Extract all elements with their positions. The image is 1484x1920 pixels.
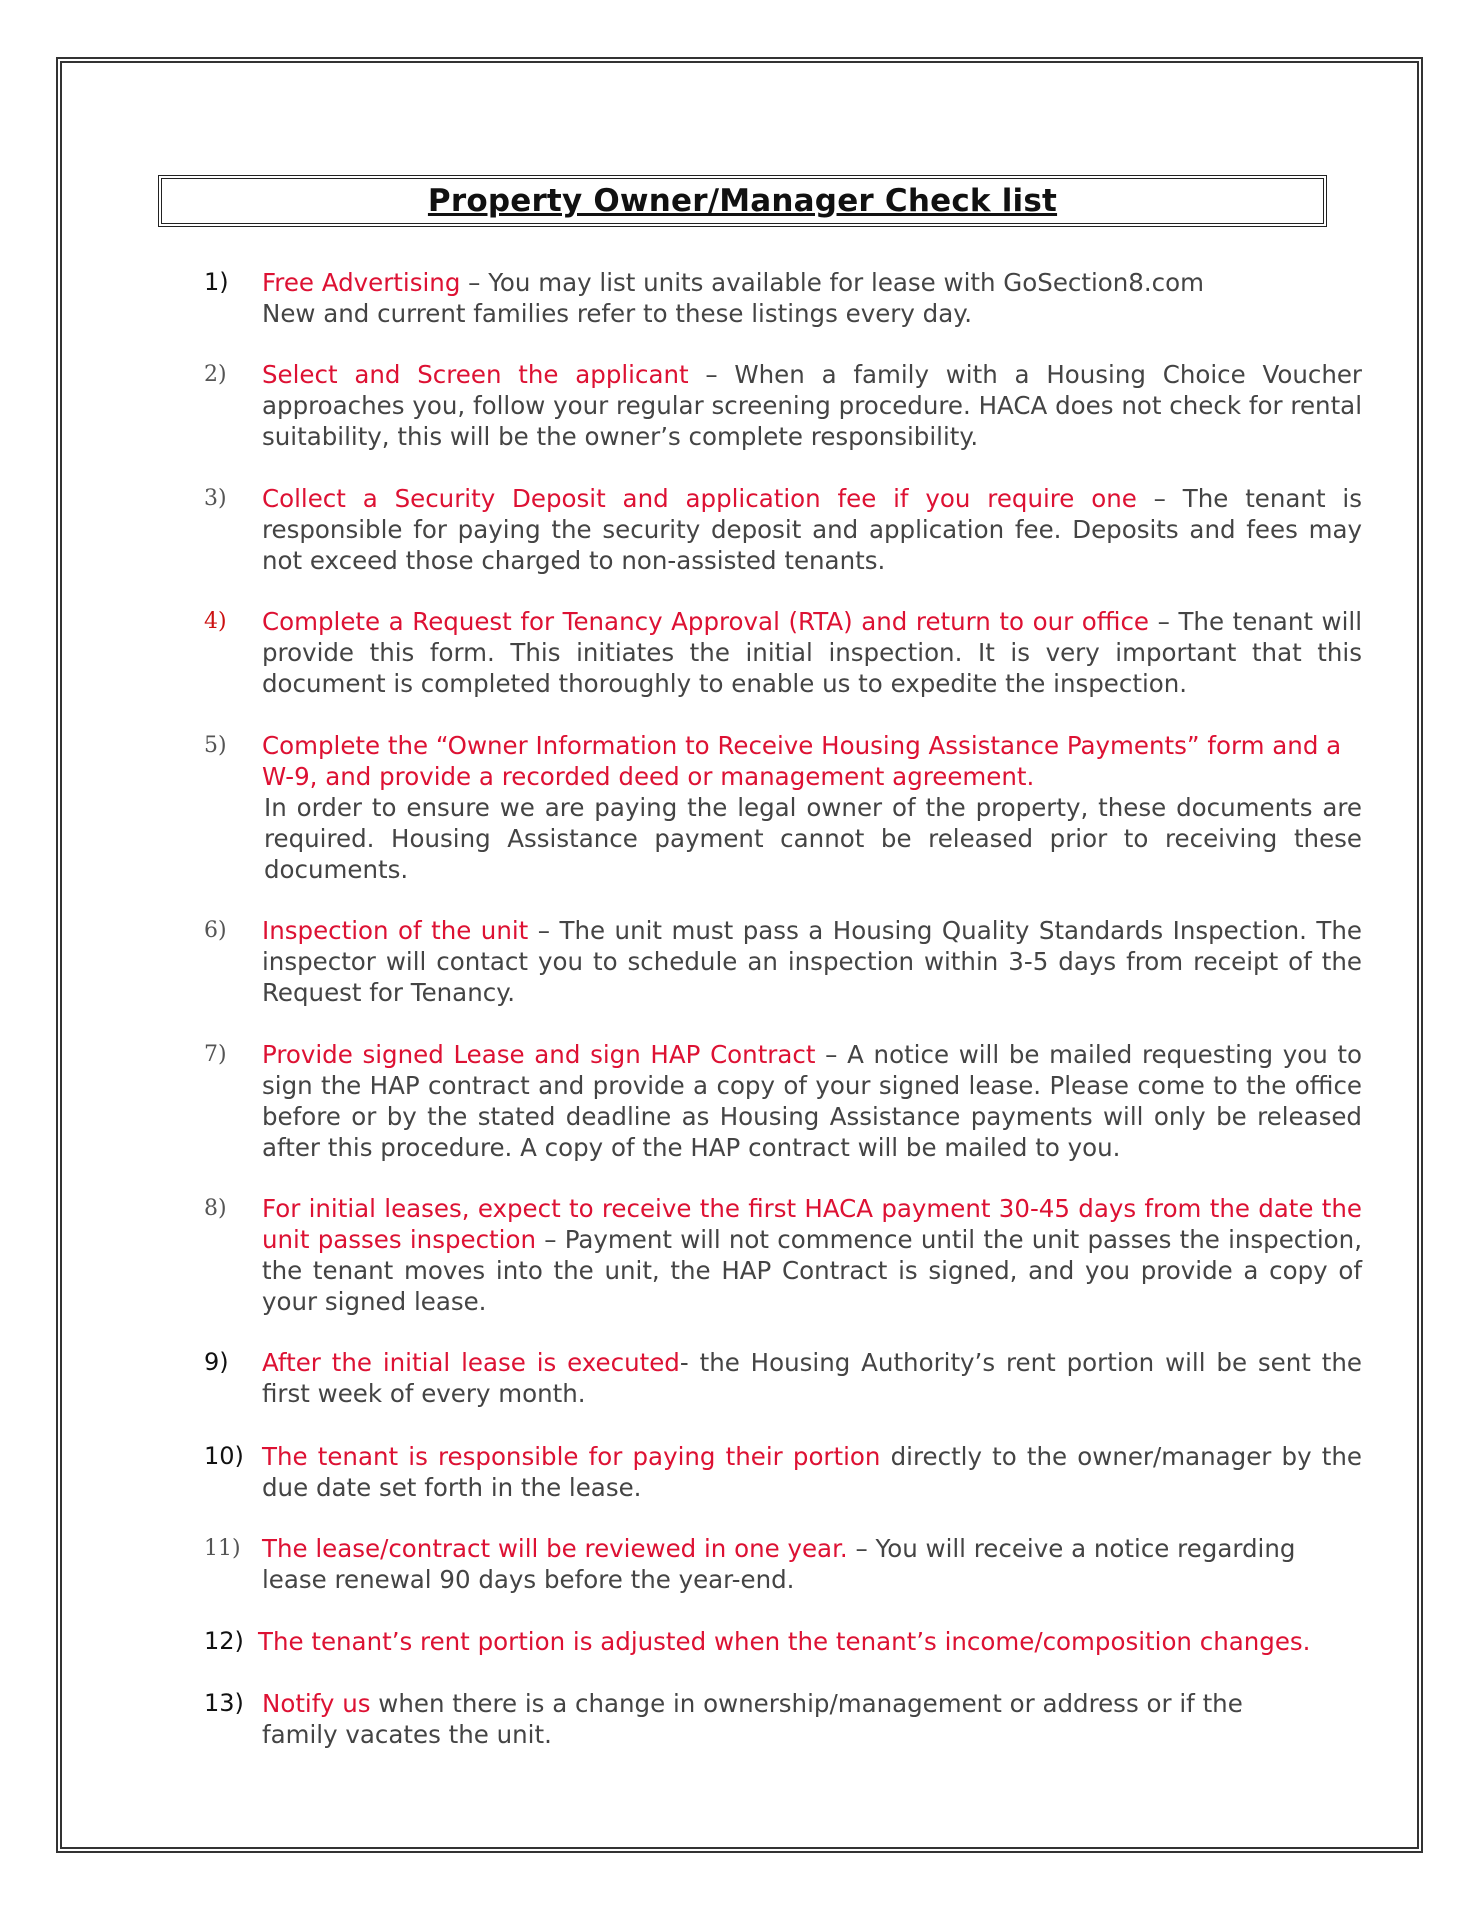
item-number: 6) bbox=[204, 918, 227, 943]
item-text: – The tenant will provide this form. This initiates the initial inspection. It is very important that this document is completed thoroughly to enable us to expedite the inspection. bbox=[262, 607, 1363, 698]
item-text: In order to ensure we are paying the legal owner of the property, these documents are required. Housing Assistance payment cannot be released prior to receiving these documents. bbox=[264, 793, 1362, 884]
item-number: 10) bbox=[204, 1442, 244, 1470]
item-heading: The tenant’s rent portion is adjusted when the tenant’s income/composition changes. bbox=[258, 1627, 1311, 1656]
item-heading: For initial leases, expect to receive the first HACA payment 30-45 days from the date the unit passes inspection bbox=[262, 1194, 1362, 1254]
item-heading: Select and Screen the applicant bbox=[262, 360, 689, 389]
item-number: 13) bbox=[204, 1689, 244, 1717]
item-number: 8) bbox=[204, 1196, 227, 1221]
item-heading: The lease/contract will be reviewed in one year. bbox=[262, 1534, 848, 1563]
item-text: – Payment will not commence until the unit passes the inspection, the tenant moves into the unit, the HAP Contract is signed, and you provide a copy of your signed lease. bbox=[262, 1225, 1362, 1316]
title-box bbox=[158, 175, 1327, 227]
item-text: – You may list units available for lease with GoSection8.com New and current families refer to these listings every day. bbox=[262, 268, 1205, 328]
item-number: 3) bbox=[204, 486, 227, 511]
item-number: 9) bbox=[204, 1348, 229, 1376]
item-text: directly to the owner/manager by the due date set forth in the lease. bbox=[262, 1442, 1362, 1502]
item-text: – The unit must pass a Housing Quality Standards Inspection. The inspector will contact you to schedule an inspection within 3-5 days from receipt of the Request for Tenancy. bbox=[262, 916, 1362, 1007]
item-heading: Complete a Request for Tenancy Approval (RTA) and return to our office bbox=[262, 607, 1150, 636]
item-text: – When a family with a Housing Choice Voucher approaches you, follow your regular screening procedure. HACA does not check for rental suitability, this will be the owner’s complete responsibility. bbox=[262, 360, 1362, 451]
item-heading: Collect a Security Deposit and application fee if you require one bbox=[262, 484, 1137, 513]
item-text: – You will receive a notice regarding lease renewal 90 days before the year-end. bbox=[262, 1534, 1296, 1594]
item-number: 5) bbox=[204, 733, 227, 758]
item-text: – A notice will be mailed requesting you to sign the HAP contract and provide a copy of your signed lease. Please come to the office before or by the stated deadline as Housing Assistance payments will only be released after this procedure. A copy of the HAP contract will be mailed to you. bbox=[262, 1040, 1363, 1162]
item-heading: Free Advertising bbox=[262, 268, 461, 297]
item-heading: The tenant is responsible for paying their portion bbox=[262, 1442, 881, 1471]
item-number: 4) bbox=[204, 609, 227, 634]
item-number: 1) bbox=[204, 268, 229, 296]
item-heading: Complete the “Owner Information to Receive Housing Assistance Payments” form and a W-9, and provide a recorded deed or management agreement. bbox=[262, 731, 1342, 791]
item-number: 2) bbox=[204, 362, 227, 387]
item-text: – The tenant is responsible for paying the security deposit and application fee. Deposits and fees may not exceed those charged to non-assisted tenants. bbox=[262, 484, 1362, 575]
checklist-item-1 bbox=[204, 267, 1362, 331]
item-number: 7) bbox=[204, 1042, 227, 1067]
item-text: when there is a change in ownership/management or address or if the family vacates the unit. bbox=[262, 1689, 1243, 1749]
item-heading: Notify us bbox=[262, 1689, 371, 1718]
item-heading: Provide signed Lease and sign HAP Contract bbox=[262, 1040, 816, 1069]
item-number: 11) bbox=[204, 1536, 241, 1561]
item-heading: After the initial lease is executed bbox=[262, 1348, 680, 1377]
item-text: - the Housing Authority’s rent portion will be sent the first week of every month. bbox=[262, 1348, 1362, 1408]
item-heading: Inspection of the unit bbox=[262, 916, 529, 945]
item-number: 12) bbox=[204, 1627, 244, 1655]
page-title: Property Owner/Manager Check list bbox=[427, 183, 1058, 219]
